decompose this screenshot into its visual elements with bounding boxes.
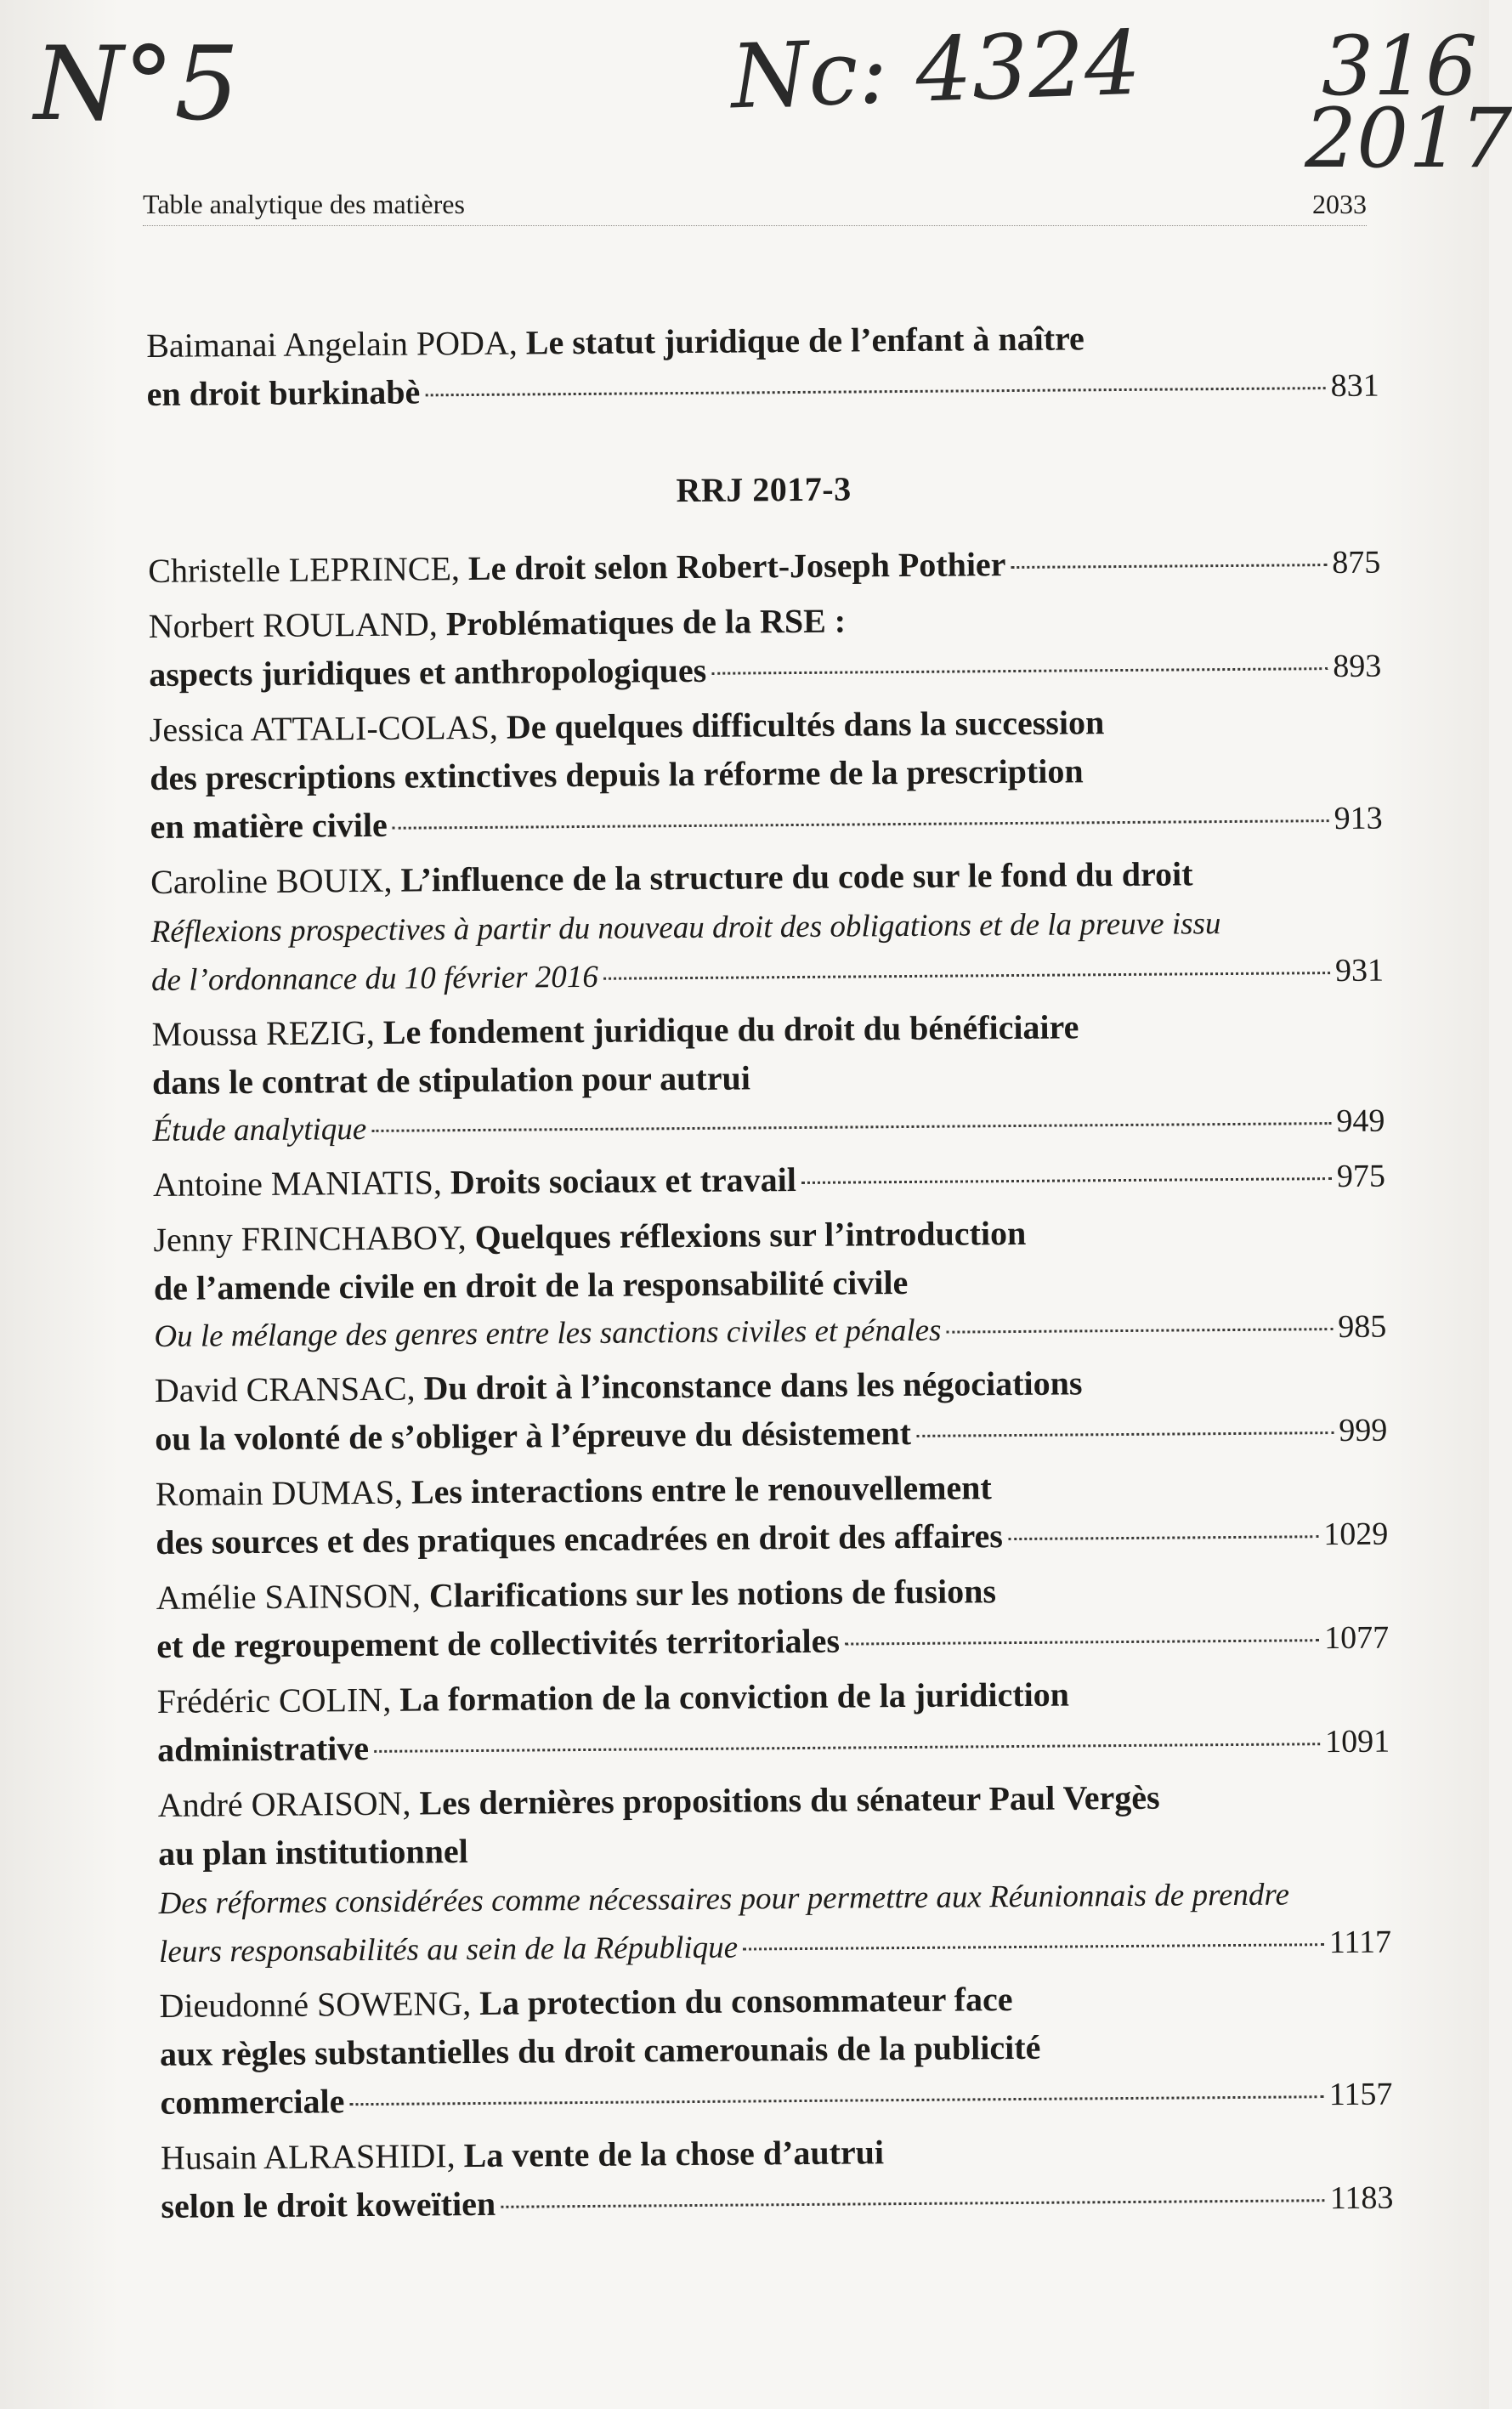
toc-entry-poda xyxy=(146,312,1379,420)
dot-leader xyxy=(393,819,1329,830)
entry-title: Clarifications sur les notions de fusions xyxy=(428,1572,997,1615)
entry-title: aux règles substantielles du droit camerounais de la publicité xyxy=(159,2027,1041,2073)
entry-page: 949 xyxy=(1336,1102,1385,1140)
dot-leader xyxy=(349,2095,1323,2106)
entry-author: Romain DUMAS, xyxy=(155,1472,404,1513)
entry-subtitle: leurs responsabilités au sein de la République xyxy=(158,1930,739,1970)
dot-leader xyxy=(1011,564,1327,569)
dot-leader xyxy=(371,1122,1331,1132)
entry-title: La protection du consommateur face xyxy=(479,1980,1013,2022)
dot-leader xyxy=(801,1177,1332,1184)
toc-entry-oraison xyxy=(157,1771,1391,1976)
entry-author: André ORAISON, xyxy=(157,1783,411,1824)
entry-author: Jenny FRINCHABOY, xyxy=(153,1218,467,1259)
entry-subtitle: Réflexions prospectives à partir du nouveau droit des obligations et de la preuve issu xyxy=(150,906,1221,949)
entry-page: 999 xyxy=(1339,1412,1388,1449)
entry-title: De quelques difficultés dans la succession xyxy=(506,703,1105,746)
dot-leader xyxy=(916,1431,1334,1437)
entry-title: de l’amende civile en droit de la responsabilité civile xyxy=(153,1262,909,1307)
entry-title: dans le contrat de stipulation pour autrui xyxy=(151,1058,751,1102)
entry-page: 1183 xyxy=(1329,2179,1394,2217)
header-page-number: 2033 xyxy=(1312,189,1367,219)
handwritten-pages: 316 xyxy=(1322,19,1478,114)
dot-leader xyxy=(711,667,1328,675)
entry-page: 913 xyxy=(1334,800,1383,837)
header-title: Table analytique des matières xyxy=(143,189,465,219)
entry-page: 1157 xyxy=(1328,2076,1393,2113)
entry-title: L’influence de la structure du code sur le fond du droit xyxy=(400,854,1193,899)
entry-title: selon le droit koweïtien xyxy=(161,2184,496,2225)
entry-author: Frédéric COLIN, xyxy=(156,1680,392,1720)
dot-leader xyxy=(743,1943,1324,1950)
entry-title: La formation de la conviction de la juridiction xyxy=(399,1675,1070,1719)
dot-leader xyxy=(501,2199,1325,2208)
entry-title: en matière civile xyxy=(150,805,388,846)
entry-page: 1029 xyxy=(1323,1516,1389,1553)
entry-title: administrative xyxy=(157,1728,370,1769)
entry-title: Problématiques de la RSE : xyxy=(445,601,847,643)
dot-leader xyxy=(845,1639,1319,1645)
dot-leader xyxy=(374,1743,1320,1753)
entry-page: 975 xyxy=(1336,1158,1386,1195)
running-header xyxy=(143,179,1367,226)
entry-author: Amélie SAINSON, xyxy=(156,1576,422,1617)
toc-entry-dumas xyxy=(156,1460,1389,1568)
entry-author: Norbert ROULAND, xyxy=(148,604,438,645)
entry-title: Les dernières propositions du sénateur Paul Vergès xyxy=(419,1777,1160,1822)
dot-leader xyxy=(603,972,1330,980)
entry-page: 1077 xyxy=(1324,1619,1390,1657)
entry-page: 1117 xyxy=(1328,1924,1392,1961)
entry-author: Dieudonné SOWENG, xyxy=(159,1984,472,2025)
toc-entry-leprince xyxy=(148,537,1380,597)
entry-subtitle: Des réformes considérées comme nécessaires pour permettre aux Réunionnais de prendre xyxy=(158,1877,1290,1921)
entry-page: 875 xyxy=(1332,544,1381,581)
entry-subtitle: de l’ordonnance du 10 février 2016 xyxy=(150,959,599,998)
toc-entry-colin xyxy=(157,1668,1390,1776)
entry-title: ou la volonté de s’obliger à l’épreuve du désistement xyxy=(155,1413,912,1458)
table-of-contents xyxy=(146,312,1394,2232)
handwritten-year: 2017 xyxy=(1305,91,1512,186)
entry-title: Le droit selon Robert-Joseph Pothier xyxy=(467,545,1006,588)
toc-entry-cransac xyxy=(155,1357,1388,1465)
entry-page: 831 xyxy=(1330,367,1379,405)
dot-leader xyxy=(1008,1535,1318,1540)
toc-entry-rezig xyxy=(151,1000,1385,1155)
toc-entry-rouland xyxy=(149,592,1382,700)
toc-entry-attali-colas xyxy=(150,696,1383,853)
entry-title: commerciale xyxy=(160,2082,345,2122)
toc-entry-frinchaboy xyxy=(153,1206,1386,1361)
entry-subtitle: Étude analytique xyxy=(152,1111,367,1148)
entry-author: Husain ALRASHIDI, xyxy=(160,2136,456,2177)
entry-title: au plan institutionnel xyxy=(157,1832,468,1873)
toc-entry-bouix xyxy=(150,848,1384,1005)
handwritten-number: N°5 xyxy=(34,26,240,144)
entry-title: Le statut juridique de l’enfant à naître xyxy=(525,319,1085,362)
entry-author: Moussa REZIG, xyxy=(151,1012,375,1053)
entry-title: Droits sociaux et travail xyxy=(450,1160,797,1202)
entry-page: 985 xyxy=(1338,1308,1387,1346)
entry-title: et de regroupement de collectivités territoriales xyxy=(156,1621,841,1665)
toc-entry-maniatis xyxy=(153,1151,1385,1210)
entry-author: Jessica ATTALI-COLAS, xyxy=(149,707,499,749)
dot-leader xyxy=(946,1328,1333,1334)
entry-author: Caroline BOUIX, xyxy=(150,860,393,901)
entry-title: aspects juridiques et anthropologiques xyxy=(149,650,707,694)
entry-title: Les interactions entre le renouvellement xyxy=(411,1468,992,1511)
entry-author: Baimanai Angelain PODA, xyxy=(146,323,518,365)
entry-title: des sources et des pratiques encadrées en droit des affaires xyxy=(156,1516,1004,1562)
entry-title: Du droit à l’inconstance dans les négociations xyxy=(423,1363,1083,1408)
entry-title: en droit burkinabè xyxy=(146,372,421,413)
entry-subtitle: Ou le mélange des genres entre les sanctions civiles et pénales xyxy=(154,1312,942,1354)
entry-title: des prescriptions extinctives depuis la réforme de la prescription xyxy=(150,751,1084,797)
handwritten-reference: Nc: 4324 xyxy=(729,10,1142,129)
dot-leader xyxy=(425,387,1325,396)
entry-title: Le fondement juridique du droit du bénéficiaire xyxy=(382,1007,1079,1051)
entry-author: Christelle LEPRINCE, xyxy=(148,549,461,590)
entry-title: Quelques réflexions sur l’introduction xyxy=(474,1213,1027,1256)
toc-entry-sainson xyxy=(156,1564,1390,1672)
section-heading: RRJ 2017-3 xyxy=(676,469,852,510)
entry-page: 931 xyxy=(1334,952,1385,989)
entry-page: 1091 xyxy=(1325,1723,1390,1760)
entry-author: David CRANSAC, xyxy=(154,1369,416,1409)
toc-entry-alrashidi xyxy=(161,2124,1394,2232)
entry-title: La vente de la chose d’autrui xyxy=(463,2133,885,2175)
entry-page: 893 xyxy=(1333,648,1382,685)
toc-entry-soweng xyxy=(159,1972,1392,2128)
entry-author: Antoine MANIATIS, xyxy=(152,1163,443,1204)
